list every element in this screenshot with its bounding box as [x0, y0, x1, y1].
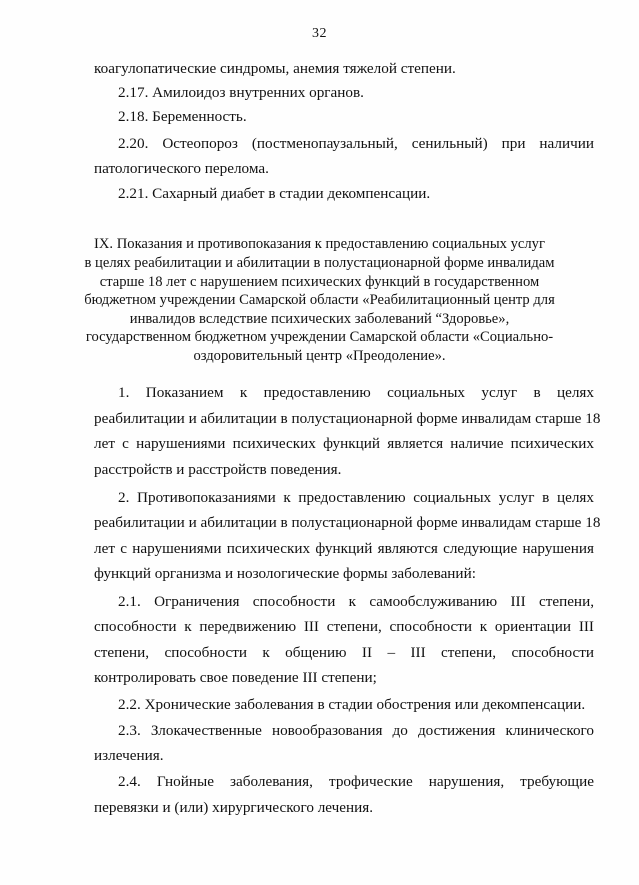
section-heading-line: оздоровительный центр «Преодоление». [193, 348, 446, 364]
item-2-18: 2.18. Беременность. [118, 108, 247, 125]
item-2-3-line: излечения. [94, 747, 164, 764]
item-2-1-line: контролировать свое поведение III степени; [94, 669, 377, 686]
item-2-3-line: 2.3. Злокачественные новообразования до достижения клинического [118, 722, 594, 739]
item-2-1-line: способности к передвижению III степени, способности к ориентации III [94, 618, 594, 635]
item-2-21: 2.21. Сахарный диабет в стадии декомпенсации. [118, 185, 431, 202]
page-number: 32 [312, 26, 327, 41]
item-2-4-line: перевязки и (или) хирургического лечения. [94, 799, 374, 816]
item-2-2-line: 2.2. Хронические заболевания в стадии обострения или декомпенсации. [118, 696, 586, 713]
item-2-20: 2.20. Остеопороз (постменопаузальный, сенильный) при наличии [118, 135, 594, 152]
paragraph-1-line: 1. Показанием к предоставлению социальных услуг в целях [118, 384, 594, 401]
paragraph-1-line: расстройств и расстройств поведения. [94, 461, 342, 478]
item-text-line: коагулопатические синдромы, анемия тяжелой степени. [94, 60, 456, 77]
paragraph-2-line: функций организма и нозологические формы заболеваний: [94, 565, 476, 582]
paragraph-1-line: лет с нарушениями психических функций является наличие психических [94, 435, 594, 452]
item-2-17: 2.17. Амилоидоз внутренних органов. [118, 84, 364, 101]
section-heading-line: инвалидов вследствие психических заболеваний “Здоровье», [129, 311, 510, 327]
section-heading-line: IX. Показания и противопоказания к предоставлению социальных услуг [94, 236, 545, 252]
item-2-20-cont: патологического перелома. [94, 160, 269, 177]
section-heading-line: бюджетном учреждении Самарской области «Реабилитационный центр для [84, 292, 555, 308]
item-2-1-line: степени, способности к общению II – III степени, способности [94, 644, 594, 661]
section-heading-line: старше 18 лет с нарушением психических функций в государственном [99, 274, 540, 290]
item-2-4-line: 2.4. Гнойные заболевания, трофические нарушения, требующие [118, 773, 594, 790]
section-heading-line: государственном бюджетном учреждении Самарской области «Социально- [85, 329, 554, 345]
paragraph-2-line: 2. Противопоказаниями к предоставлению социальных услуг в целях [118, 489, 594, 506]
item-2-1-line: 2.1. Ограничения способности к самообслуживанию III степени, [118, 593, 594, 610]
section-heading-line: в целях реабилитации и абилитации в полустационарной форме инвалидам [84, 255, 555, 271]
paragraph-2-line: реабилитации и абилитации в полустационарной форме инвалидам старше 18 [94, 514, 601, 531]
paragraph-2-line: лет с нарушениями психических функций являются следующие нарушения [94, 540, 594, 557]
paragraph-1-line: реабилитации и абилитации в полустационарной форме инвалидам старше 18 [94, 410, 601, 427]
